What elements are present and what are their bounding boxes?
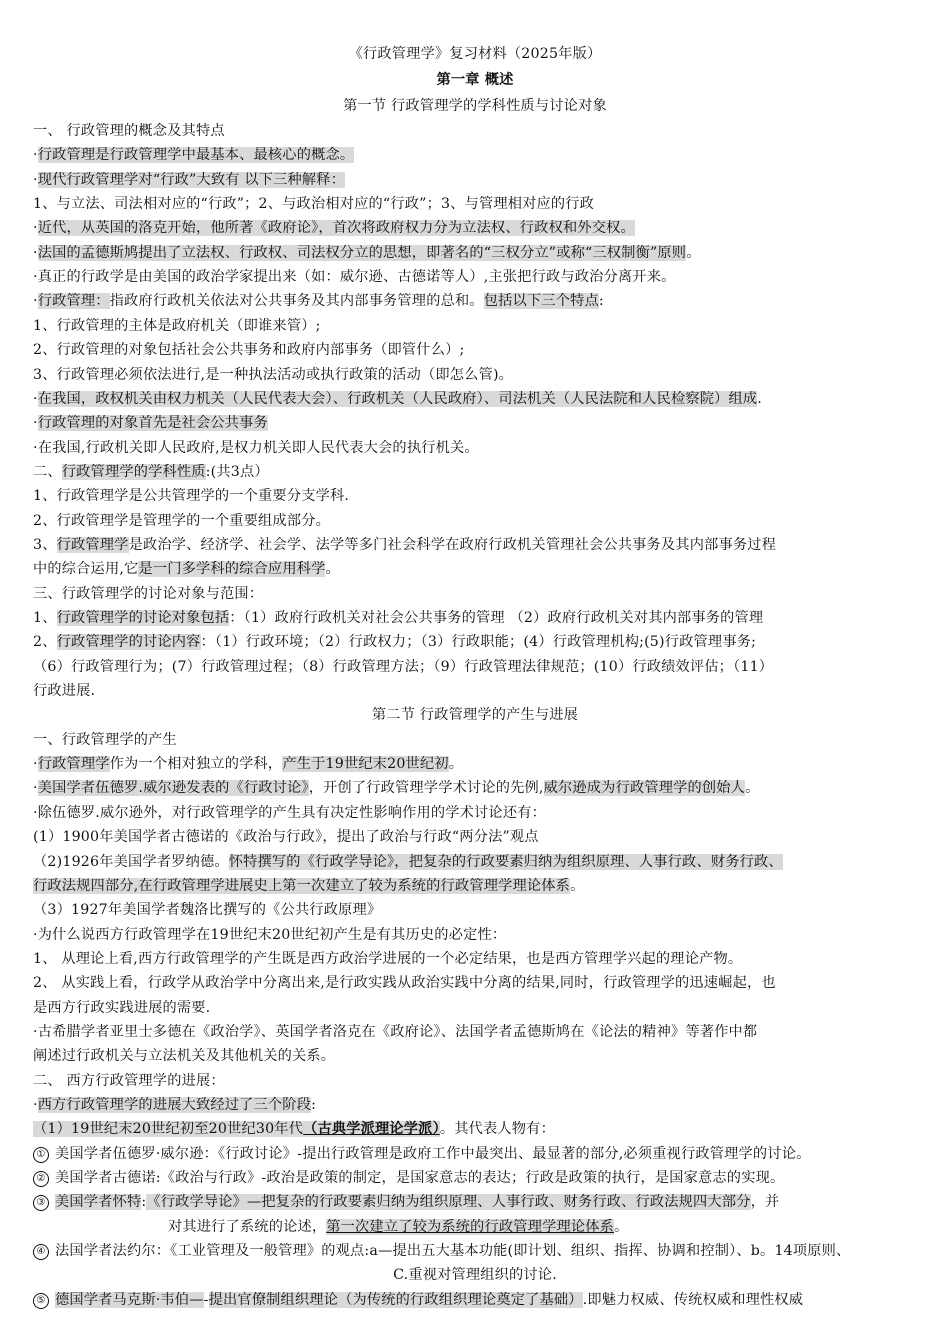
text-line: ·除伍德罗.威尔逊外，对行政管理学的产生具有决定性影响作用的学术讨论还有： bbox=[33, 804, 546, 821]
continuation-line: C.重视对管理组织的讨论. bbox=[393, 1267, 557, 1284]
highlighted-text: 在我国，政权机关由权力机关（人民代表大会）、行政机关（人民政府）、司法机关（人民法院和人民检察院）组成 bbox=[37, 390, 758, 407]
text-line: ·美国学者伍德罗.威尔逊发表的《行政讨论》，开创了行政管理学学术讨论的先例,威尔逊成为行政管理学的创始人。 bbox=[33, 780, 760, 797]
text-line: 三、行政管理学的讨论对象与范围： bbox=[33, 585, 264, 602]
highlighted-text: 行政管理学的学科性质 bbox=[61, 463, 206, 480]
text-line: （3）1927年美国学者魏洛比撰写的《公共行政原理》 bbox=[33, 902, 382, 919]
text-line: ·真正的行政学是由美国的政治学家提出来（如：威尔逊、古德诺等人）,主张把行政与政治分离开来。 bbox=[33, 269, 676, 286]
text-line: 阐述过行政机关与立法机关及其他机关的关系。 bbox=[33, 1048, 336, 1065]
text-line: 2、行政管理的对象包括社会公共事务和政府内部事务（即管什么）; bbox=[33, 342, 465, 359]
highlighted-text: 现代行政管理学对“行政”大致有 以下三种解释： bbox=[37, 171, 346, 188]
text-line: ·为什么说西方行政管理学在19世纪末20世纪初产生是有其历史的必定性： bbox=[33, 926, 507, 943]
chapter-heading: 第一章 概述 bbox=[436, 72, 514, 88]
text-line: ① 美国学者伍德罗·威尔逊：《行政讨论》-提出行政管理是政府工作中最突出、最显著的部分,必须重视行政管理学的讨论。 bbox=[33, 1142, 926, 1166]
text-line: 3、行政管理学是政治学、经济学、社会学、法学等多门社会科学在政府行政机关管理社会公共事务及其内部事务过程 bbox=[33, 536, 777, 553]
highlighted-text: 威尔逊成为行政管理学的创始人 bbox=[543, 780, 746, 797]
text-line: (1）1900年美国学者古德诺的《政治与行政》，提出了政治与行政“两分法”观点 bbox=[33, 829, 539, 846]
highlighted-text: 西方行政管理学的进展大致经过了三个阶段 bbox=[37, 1097, 312, 1113]
text-line: 一、行政管理学的产生 bbox=[33, 731, 177, 748]
list-number-badge: ③ bbox=[33, 1195, 49, 1211]
highlighted-text: 《行政学导论》—把复杂的行政要素归纳为组织原理、人事行政、财务行政、行政法规四大部分 bbox=[146, 1194, 751, 1211]
text-line: ·近代，从英国的洛克开始，他所著《政府论》，首次将政府权力分为立法权、行政权和外交权。 bbox=[33, 220, 635, 237]
text-line: ⑤ 德国学者马克斯·韦伯—-提出官僚制组织理论（为传统的行政组织理论奠定了基础）.即魅力权威、传统权威和理性权威 bbox=[33, 1288, 926, 1312]
text-line: （1）19世纪末20世纪初至20世纪30年代（古典学派理论学派）。其代表人物有： bbox=[33, 1121, 555, 1138]
text-line: 1、行政管理的主体是政府机关（即谁来管）; bbox=[33, 317, 321, 334]
text-line: 3、行政管理必须依法进行,是一种执法活动或执行政策的活动（即怎么管)。 bbox=[33, 366, 514, 383]
text-line: 1、与立法、司法相对应的“行政”；2、与政治相对应的“行政”；3、与管理相对应的行政 bbox=[33, 196, 595, 213]
highlighted-text: 包括以下三个特点 bbox=[483, 293, 599, 310]
highlighted-text: 行政管理是行政管理学中最基本、最核心的概念。 bbox=[37, 147, 355, 164]
text-line: ·法国的孟德斯鸠提出了立法权、行政权、司法权分立的思想，即著名的“三权分立”或称“三权制衡”原则。 bbox=[33, 244, 701, 261]
section-heading-1: 第一节 行政管理学的学科性质与讨论对象 bbox=[343, 98, 607, 114]
highlighted-text: 美国学者伍德罗.威尔逊发表的《行政讨论》 bbox=[37, 780, 309, 797]
highlighted-text: 是一门多学科的综合应用科学 bbox=[138, 561, 326, 578]
list-number-badge: ② bbox=[33, 1171, 49, 1187]
text-line: ④ 法国学者法约尔：《工业管理及一般管理》的观点:a—提出五大基本功能(即计划、组织、指挥、协调和控制）、b。14项原则、 bbox=[33, 1239, 926, 1263]
highlighted-text: 行政管理学 bbox=[56, 536, 129, 553]
text-line: 2、行政管理学的讨论内容：（1）行政环境；（2）行政权力；（3）行政职能；(4）行政管理机构;(5)行政管理事务; bbox=[33, 634, 757, 651]
text-line: 1、 从理论上看,西方行政管理学的产生既是西方政治学进展的一个必定结果，也是西方管理学兴起的理论产物。 bbox=[33, 950, 743, 967]
text-line: ② 美国学者古德诺:《政治与行政》-政治是政策的制定，是国家意志的表达；行政是政策的执行，是国家意志的实现。 bbox=[33, 1166, 926, 1190]
text-line: 2、 从实践上看，行政学从政治学中分离出来,是行政实践从政治实践中分离的结果,同时，行政管理学的迅速崛起，也 bbox=[33, 975, 776, 992]
highlighted-text: 德国学者马克斯·韦伯— bbox=[55, 1291, 204, 1308]
section-heading-2: 第二节 行政管理学的产生与进展 bbox=[371, 707, 579, 724]
highlighted-text: 怀特撰写的《行政学导论》，把复杂的行政要素归纳为组织原理、人事行政、财务行政、 bbox=[228, 853, 783, 870]
highlighted-text: 行政管理： bbox=[37, 293, 110, 310]
highlighted-text: 近代，从英国的洛克开始，他所著《政府论》，首次将政府权力分为立法权、行政权和外交权。 bbox=[37, 220, 635, 237]
list-number-badge: ⑤ bbox=[33, 1293, 49, 1309]
highlighted-text: 行政法规四部分,在行政管理学进展史上第一次建立了较为系统的行政管理学理论体系 bbox=[33, 877, 571, 894]
highlighted-text: 第一次建立了较为系统的行政管理学理论体系 bbox=[326, 1218, 615, 1235]
highlighted-text: 法国的孟德斯鸠提出了立法权、行政权、司法权分立的思想，即著名的“三权分立”或称“三权制衡”原则 bbox=[37, 244, 687, 261]
highlighted-text: 美国学者怀特 bbox=[55, 1194, 142, 1211]
text-line: ·古希腊学者亚里士多德在《政治学》、英国学者洛克在《政府论》、法国学者孟德斯鸠在《论法的精神》等著作中都 bbox=[33, 1023, 758, 1040]
text-line: ·行政管理是行政管理学中最基本、最核心的概念。 bbox=[33, 147, 355, 164]
text-line: 行政法规四部分,在行政管理学进展史上第一次建立了较为系统的行政管理学理论体系。 bbox=[33, 877, 585, 894]
text-line: ·行政管理的对象首先是社会公共事务 bbox=[33, 415, 268, 432]
highlighted-text: （古典学派理论学派） bbox=[303, 1121, 440, 1138]
text-line: 二、行政管理学的学科性质:(共3点） bbox=[33, 463, 269, 480]
highlighted-text: （1）19世纪末20世纪初至20世纪30年代 bbox=[33, 1121, 304, 1138]
text-line: 1、行政管理学是公共管理学的一个重要分支学科. bbox=[33, 488, 350, 505]
text-line: 二、 西方行政管理学的进展： bbox=[33, 1072, 225, 1089]
list-number-badge: ① bbox=[33, 1147, 49, 1163]
text-line: ·行政管理学作为一个相对独立的学科，产生于19世纪末20世纪初。 bbox=[33, 756, 464, 773]
highlighted-text: 行政管理学 bbox=[37, 756, 110, 773]
list-number-badge: ④ bbox=[33, 1244, 49, 1260]
text-line: 2、行政管理学是管理学的一个重要组成部分。 bbox=[33, 512, 330, 529]
text-line: ③ 美国学者怀特:《行政学导论》—把复杂的行政要素归纳为组织原理、人事行政、财务行政、行政法规四大部分，并 bbox=[33, 1190, 926, 1214]
highlighted-text: 行政管理的对象首先是社会公共事务 bbox=[37, 415, 268, 432]
text-line: 中的综合运用,它是一门多学科的综合应用科学。 bbox=[33, 561, 340, 578]
highlighted-text: 行政管理学的讨论内容 bbox=[56, 634, 201, 651]
highlighted-text: 产生于19世纪末20世纪初 bbox=[282, 756, 449, 773]
text-line: ·行政管理：指政府行政机关依法对公共事务及其内部事务管理的总和。包括以下三个特点: bbox=[33, 293, 604, 310]
text-line: 一、 行政管理的概念及其特点 bbox=[33, 123, 225, 139]
text-line: 行政进展. bbox=[33, 683, 96, 700]
text-line: ·在我国,行政机关即人民政府,是权力机关即人民代表大会的执行机关。 bbox=[33, 439, 479, 456]
text-line: ·西方行政管理学的进展大致经过了三个阶段: bbox=[33, 1097, 317, 1113]
text-line: 1、行政管理学的讨论对象包括：（1）政府行政机关对社会公共事务的管理 （2）政府行政机关对其内部事务的管理 bbox=[33, 610, 764, 626]
text-line: （6）行政管理行为；(7）行政管理过程；（8）行政管理方法；（9）行政管理法律规范；(10）行政绩效评估；（11） bbox=[33, 658, 774, 675]
text-line: ·现代行政管理学对“行政”大致有 以下三种解释： bbox=[33, 171, 346, 188]
highlighted-text: 提出官僚制组织理论（为传统的行政组织理论奠定了基础） bbox=[208, 1291, 583, 1308]
text-line: ·在我国，政权机关由权力机关（人民代表大会）、行政机关（人民政府）、司法机关（人民法院和人民检察院）组成. bbox=[33, 390, 763, 407]
continuation-line: 对其进行了系统的论述，第一次建立了较为系统的行政管理学理论体系。 bbox=[168, 1218, 629, 1235]
text-line: 是西方行政实践进展的需要. bbox=[33, 999, 211, 1016]
highlighted-text: 行政管理学的讨论对象包括 bbox=[56, 610, 230, 626]
text-line: （2)1926年美国学者罗纳德。怀特撰写的《行政学导论》，把复杂的行政要素归纳为组织原理、人事行政、财务行政、 bbox=[33, 853, 783, 870]
doc-title: 《行政管理学》复习材料（2025年版） bbox=[348, 46, 602, 62]
